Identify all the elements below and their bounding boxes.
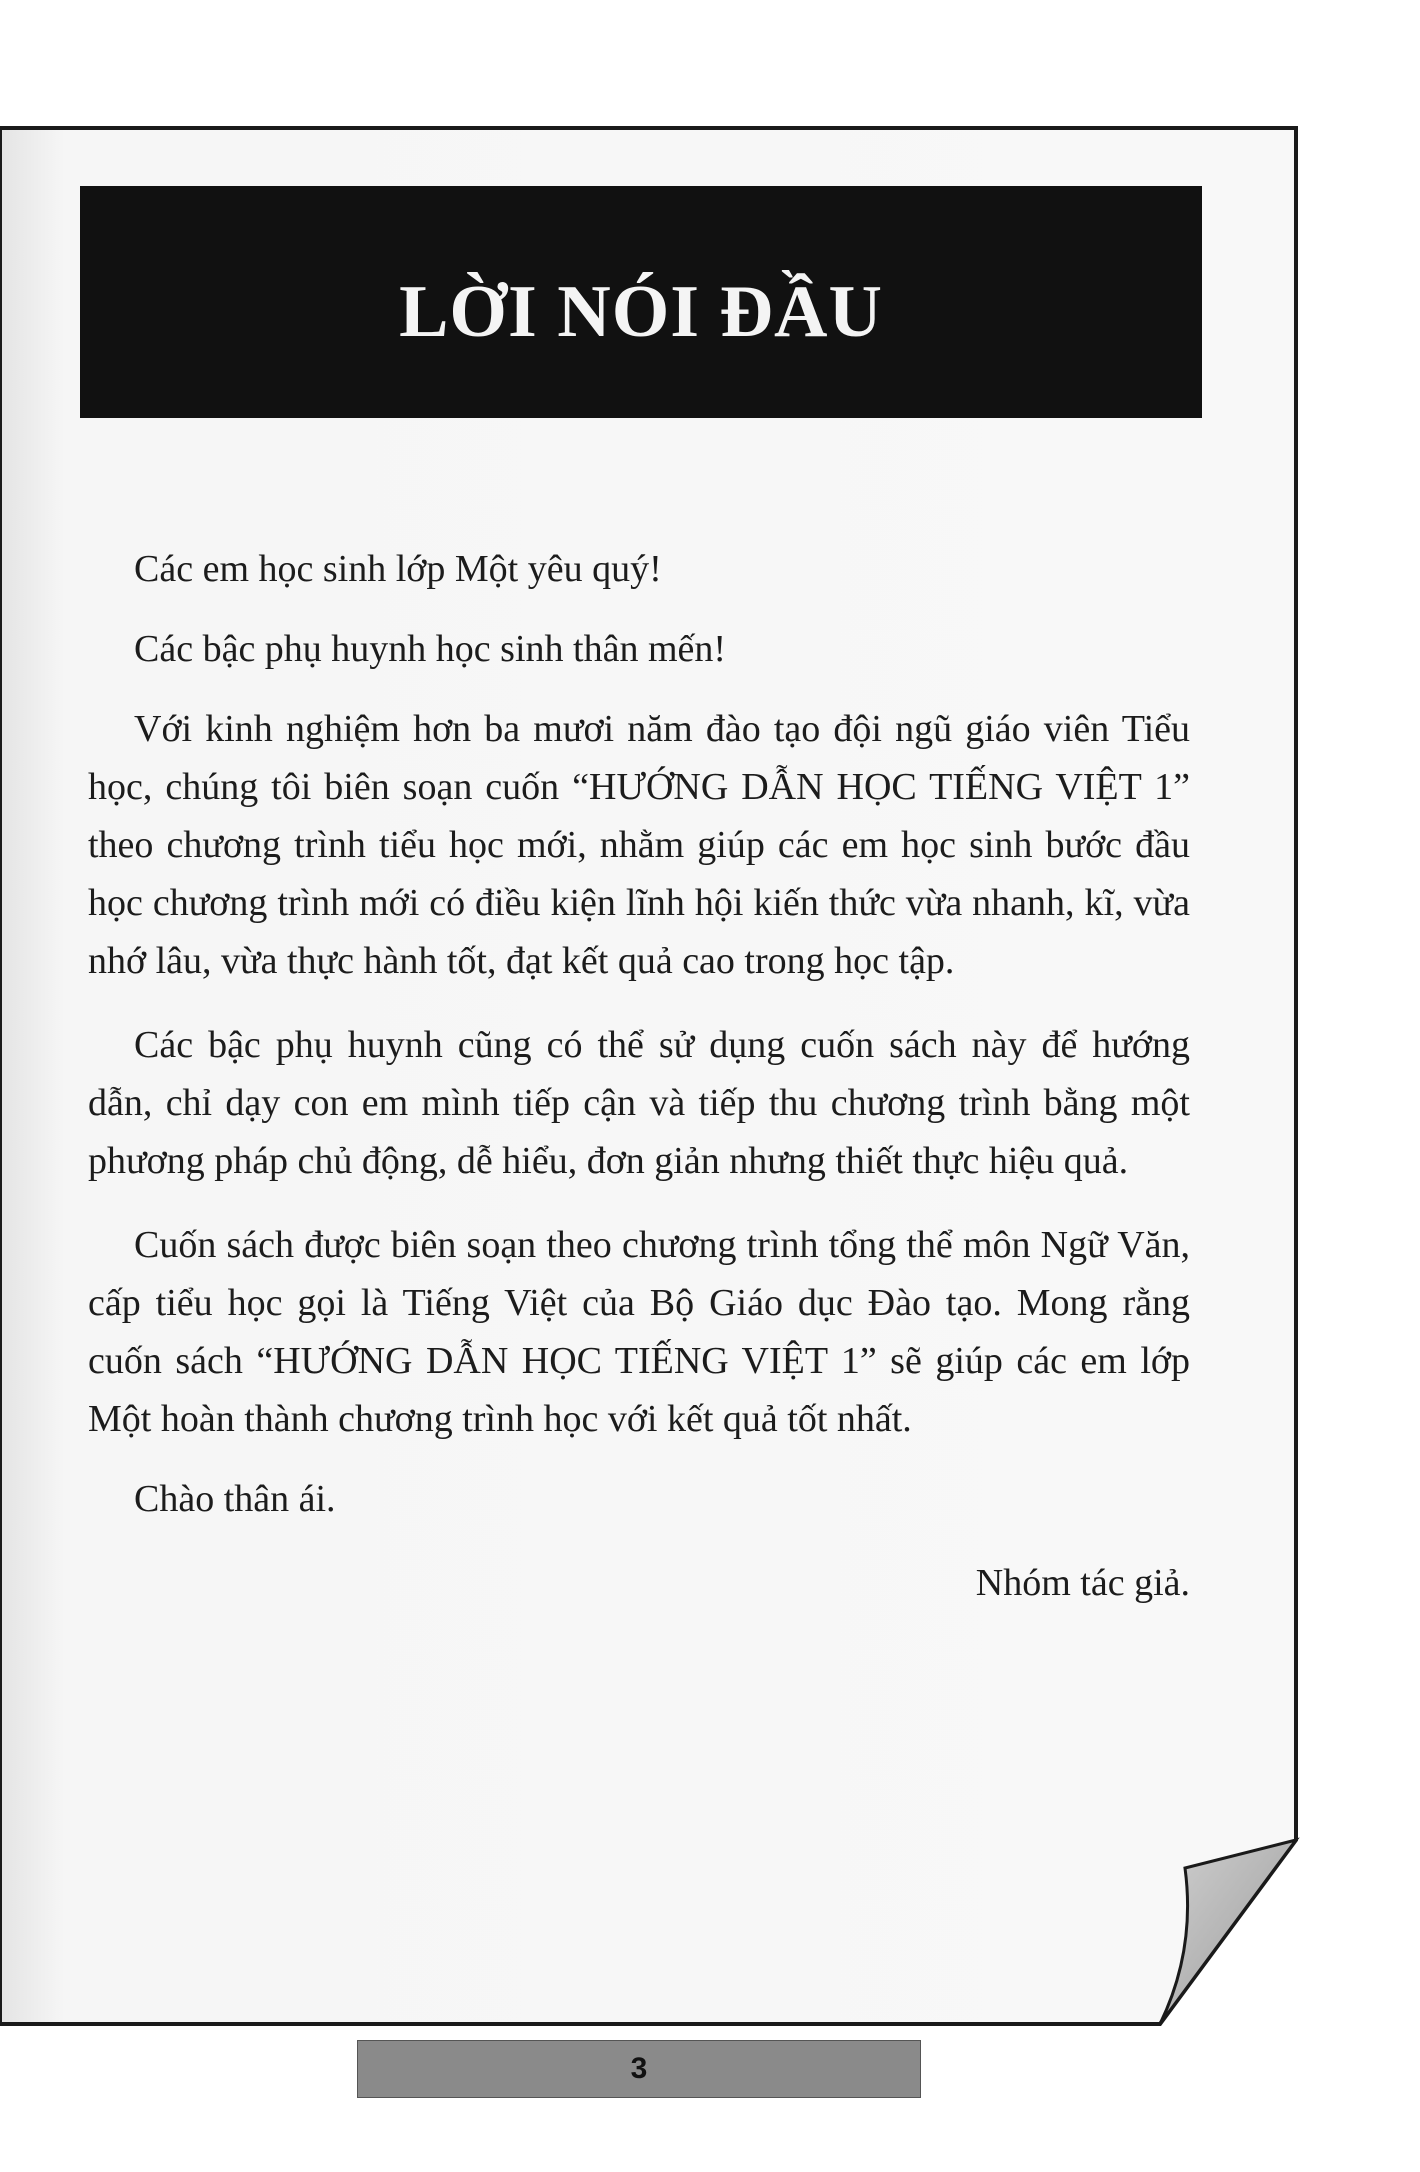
signature: Nhóm tác giả. bbox=[975, 1562, 1190, 1604]
paragraph-2: Các bậc phụ huynh cũng có thể sử dụng cuốn sách này để hướng dẫn, chỉ dạy con em mình tiếp cận và tiếp thu chương trình bằng một phương pháp chủ động, dễ hiểu, đơn giản nhưng thiết thực hiệu quả. bbox=[88, 1024, 1190, 1182]
page-title: LỜI NÓI ĐẦU bbox=[399, 270, 883, 353]
greeting-parents: Các bậc phụ huynh học sinh thân mến! bbox=[134, 628, 727, 670]
greeting-students: Các em học sinh lớp Một yêu quý! bbox=[134, 548, 662, 590]
paragraph-1: Với kinh nghiệm hơn ba mươi năm đào tạo đội ngũ giáo viên Tiểu học, chúng tôi biên soạn cuốn “HƯỚNG DẪN HỌC TIẾNG VIỆT 1” theo chương trình tiểu học mới, nhằm giúp các em học sinh bước đầu học chương trình mới có điều kiện lĩnh hội kiến thức vừa nhanh, kĩ, vừa nhớ lâu, vừa thực hành tốt, đạt kết quả cao trong học tập. bbox=[88, 708, 1190, 982]
preface-body bbox=[88, 540, 1190, 1612]
closing-line: Chào thân ái. bbox=[134, 1478, 336, 1520]
page-number: 3 bbox=[630, 2052, 648, 2085]
paragraph-3: Cuốn sách được biên soạn theo chương trình tổng thể môn Ngữ Văn, cấp tiểu học gọi là Tiếng Việt của Bộ Giáo dục Đào tạo. Mong rằng cuốn sách “HƯỚNG DẪN HỌC TIẾNG VIỆT 1” sẽ giúp các em lớp Một hoàn thành chương trình học với kết quả tốt nhất. bbox=[88, 1224, 1190, 1440]
page-number-bar bbox=[357, 2040, 921, 2098]
title-banner bbox=[80, 186, 1202, 418]
